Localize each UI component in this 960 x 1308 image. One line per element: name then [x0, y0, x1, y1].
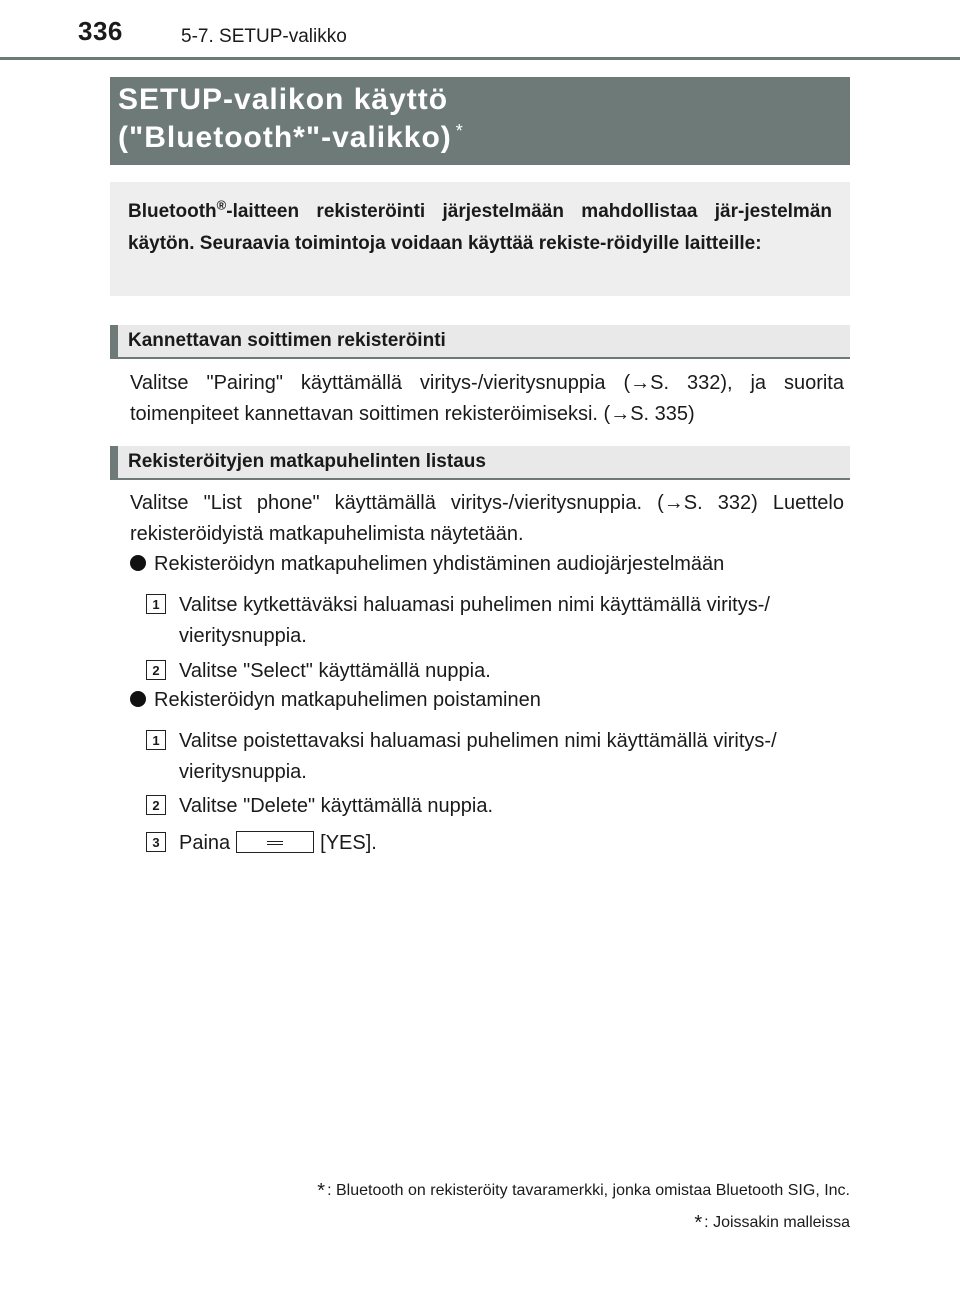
- registered-mark: ®: [216, 197, 227, 213]
- title-line-1: SETUP-valikon käyttö: [118, 83, 449, 116]
- intro-box: [110, 182, 850, 296]
- title-line-2-text: ("Bluetooth*"-valikko): [118, 121, 452, 154]
- bullet-connect-text: Rekisteröidyn matkapuhelimen yhdistäminen audiojärjestelmään: [154, 553, 725, 575]
- footnote-models-text: : Joissakin malleissa: [704, 1214, 850, 1231]
- step-text: Valitse "Delete" käyttämällä nuppia.: [179, 795, 493, 817]
- step-number: 1: [146, 730, 166, 750]
- bullet-dot-icon: [130, 691, 146, 707]
- title-star-mark: *: [455, 121, 464, 141]
- bullet-connect: [130, 553, 724, 576]
- subheading-list-phone-text: Rekisteröityjen matkapuhelinten listaus: [128, 451, 486, 472]
- step-number: 2: [146, 660, 166, 680]
- subheading-pairing-text: Kannettavan soittimen rekisteröinti: [128, 330, 446, 351]
- section-title: 5-7. SETUP-valikko: [181, 26, 347, 47]
- pairing-paragraph: Valitse "Pairing" käyttämällä viritys-/vieritysnuppia (→S. 332), ja suorita toimenpiteet kannettavan soittimen rekisteröimiseksi. (→S. 335): [130, 372, 844, 425]
- title-box: [110, 77, 850, 165]
- footnote-star-mark: *: [317, 1180, 326, 1202]
- step-text-before: Paina: [179, 832, 231, 854]
- step-text: Valitse poistettavaksi haluamasi puhelimen nimi käyttämällä viritys-/ vieritysnuppia.: [179, 730, 777, 783]
- step-text-after: [YES].: [320, 832, 377, 854]
- footnote-models: [694, 1212, 850, 1235]
- intro-body: -laitteen rekisteröinti järjestelmään mahdollistaa jär-jestelmän käytön. Seuraavia toimintoja voidaan käyttää rekiste-röidyille laitteille:: [128, 201, 832, 254]
- intro-text: [128, 196, 832, 260]
- footnote-trademark-text: : Bluetooth on rekisteröity tavaramerkki, jonka omistaa Bluetooth SIG, Inc.: [327, 1182, 850, 1199]
- subheading-pairing: [110, 325, 850, 359]
- subheading-list-phone: [110, 446, 850, 480]
- header-rule: [0, 57, 960, 60]
- step-number: 2: [146, 795, 166, 815]
- list-phone-paragraph: Valitse "List phone" käyttämällä viritys-/vieritysnuppia. (→S. 332) Luettelo rekisteröidyistä matkapuhelimista näytetään.: [130, 492, 844, 545]
- step-number: 1: [146, 594, 166, 614]
- intro-brand: Bluetooth: [128, 201, 217, 222]
- step-text: [179, 828, 846, 859]
- title-line-2: [118, 121, 464, 155]
- bullet-dot-icon: [130, 555, 146, 571]
- step-number: 3: [146, 832, 166, 852]
- footnote-trademark: [317, 1180, 850, 1203]
- step-text: Valitse kytkettäväksi haluamasi puhelimen nimi käyttämällä viritys-/ vieritysnuppia.: [179, 594, 770, 647]
- page-header: [0, 0, 960, 62]
- step-text: Valitse "Select" käyttämällä nuppia.: [179, 660, 491, 682]
- footnote-star-mark: *: [694, 1212, 703, 1234]
- setup-button-icon: [236, 831, 314, 853]
- page-number: 336: [78, 16, 123, 46]
- bullet-delete-text: Rekisteröidyn matkapuhelimen poistaminen: [154, 689, 541, 711]
- bullet-delete: [130, 689, 541, 712]
